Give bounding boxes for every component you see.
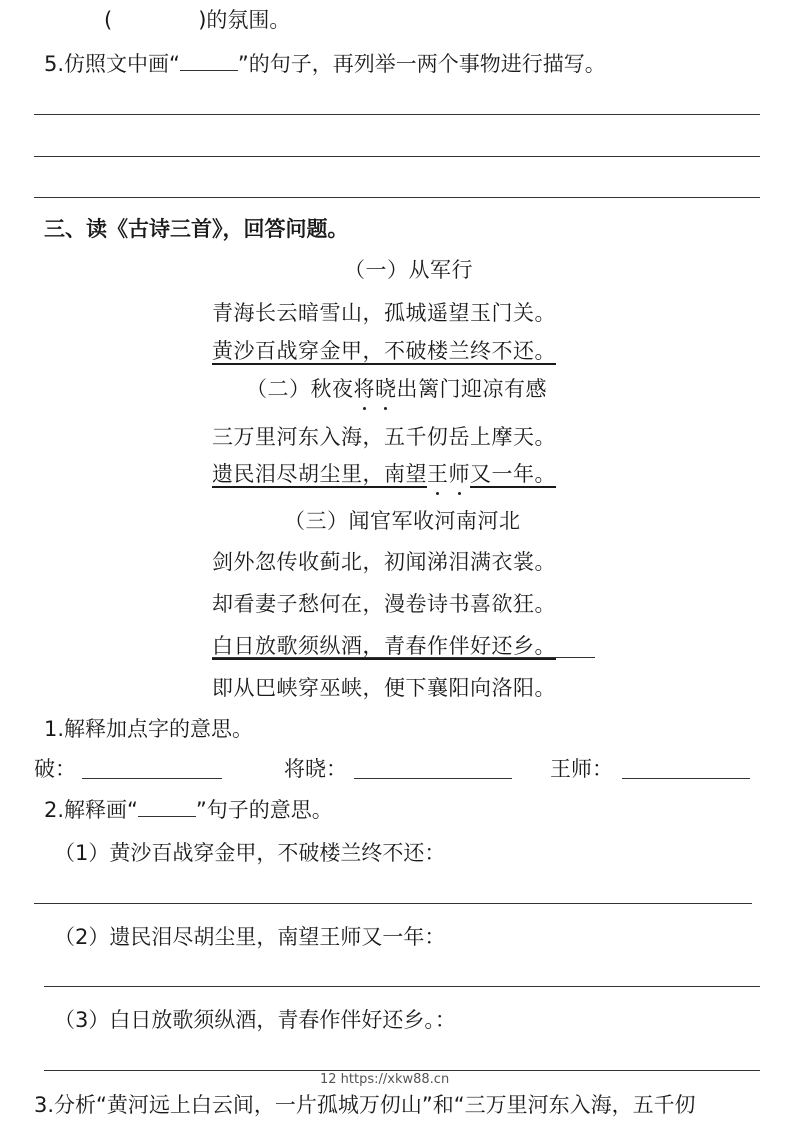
dotted-char-jiang: 将 — [353, 377, 375, 401]
dotted-char-xiao: 晓 — [375, 377, 397, 401]
question-1: 1.解释加点字的意思。 — [44, 717, 254, 741]
answer-line-q5-1 — [34, 114, 760, 115]
dotted-char-shi: 师 — [448, 462, 470, 486]
top-line — [104, 6, 290, 34]
question-2-item-2: （2）遗民泪尽胡尘里，南望王师又一年： — [54, 925, 446, 949]
answer-line-q5-2 — [34, 156, 760, 157]
poem-3-line-1: 剑外忽传收蓟北，初闻涕泪满衣裳。 — [212, 550, 556, 574]
poem-2-line-2-b: 又一年。 — [470, 462, 556, 486]
answer-line-q5-3 — [34, 197, 760, 198]
poem-3-line-3-underline — [212, 657, 595, 658]
poem-2-line-2 — [212, 460, 556, 488]
question-2-item-3: （3）白日放歌须纵酒，青春作伴好还乡。： — [54, 1008, 456, 1032]
poem-2-line-1: 三万里河东入海，五千仞岳上摩天。 — [212, 425, 556, 449]
poem-2-title — [246, 375, 547, 403]
blank-po[interactable] — [82, 778, 222, 779]
poem-1-line-2: 黄沙百战穿金甲，不破楼兰终不还。 — [212, 339, 556, 363]
blank-jiangxiao[interactable] — [354, 778, 512, 779]
answer-line-q2-2[interactable] — [44, 986, 760, 987]
poem-1-line-1: 青海长云暗雪山，孤城遥望玉门关。 — [212, 301, 556, 325]
page-footer: 12 https://xkw88.cn — [320, 1072, 450, 1087]
poem-2-title-b: 出篱门迎凉有感 — [396, 377, 547, 401]
question-2 — [44, 796, 333, 824]
section-3-title: 三、读《古诗三首》，回答问题。 — [44, 217, 349, 241]
question-3: 3.分析“黄河远上白云间，一片孤城万仞山”和“三万里河东入海，五千仞 — [34, 1093, 696, 1117]
label-wangshi: 王师： — [550, 757, 613, 781]
poem-3-title: （三）闻官军收河南河北 — [284, 509, 521, 533]
top-line-close: )的氛围。 — [198, 8, 291, 32]
poem-2-line-2-a: 遗民泪尽胡尘里，南望 — [212, 462, 427, 486]
label-jiangxiao: 将晓： — [284, 757, 347, 781]
question-2-before: 2.解释画“ — [44, 798, 138, 822]
poem-3-line-2: 却看妻子愁何在，漫卷诗书喜欲狂。 — [212, 592, 556, 616]
top-line-open: ( — [104, 8, 113, 32]
poem-3-line-4: 即从巴峡穿巫峡，便下襄阳向洛阳。 — [212, 676, 556, 700]
question-5-before: 5.仿照文中画“ — [44, 52, 180, 76]
question-2-item-1: （1）黄沙百战穿金甲，不破楼兰终不还： — [54, 841, 446, 865]
answer-line-q2-3[interactable] — [44, 1070, 760, 1071]
question-5 — [44, 50, 606, 78]
blank-wangshi[interactable] — [622, 778, 750, 779]
question-5-after: ”的句子，再列举一两个事物进行描写。 — [237, 52, 606, 76]
question-2-blank — [138, 798, 196, 817]
answer-line-q2-1[interactable] — [34, 903, 752, 904]
question-5-blank — [180, 52, 238, 71]
poem-3-line-3: 白日放歌须纵酒，青春作伴好还乡。 — [212, 634, 556, 658]
question-2-after: ”句子的意思。 — [195, 798, 333, 822]
label-po: 破： — [34, 757, 76, 781]
dotted-char-wang: 王 — [427, 462, 449, 486]
poem-1-title: （一）从军行 — [344, 258, 473, 282]
poem-2-title-a: （二）秋夜 — [246, 377, 354, 401]
